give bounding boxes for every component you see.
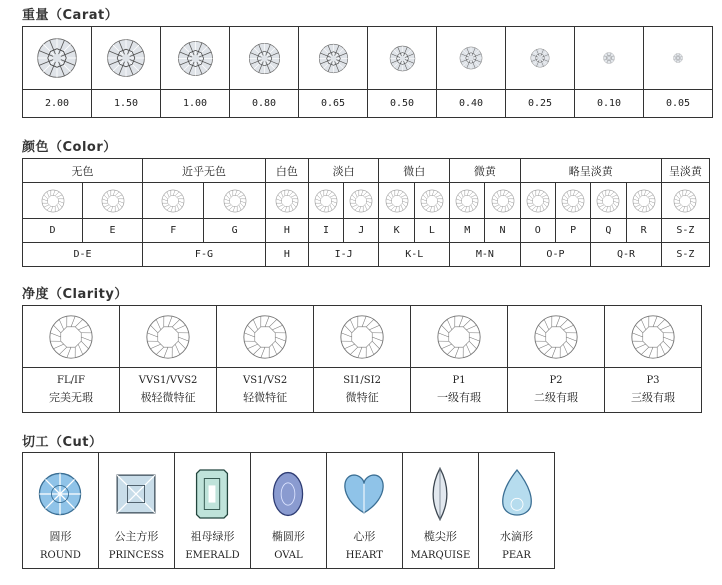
clarity-table bbox=[22, 305, 702, 413]
color-table bbox=[22, 158, 710, 267]
diamond-outline-icon bbox=[561, 189, 585, 213]
clarity-grade-cell bbox=[314, 368, 411, 413]
color-group-label: 微白 bbox=[379, 159, 450, 183]
color-diamond-cell bbox=[485, 183, 520, 219]
color-grade: L bbox=[414, 219, 449, 243]
cut-shape-cell bbox=[23, 453, 99, 569]
princess-diamond-icon bbox=[110, 464, 162, 524]
color-range: M-N bbox=[450, 243, 521, 267]
clarity-diamond-cell bbox=[23, 306, 120, 368]
diamond-outline-icon bbox=[455, 189, 479, 213]
diamond-outline-icon bbox=[673, 189, 697, 213]
clarity-diamond-cell bbox=[314, 306, 411, 368]
color-group-label: 略呈淡黄 bbox=[520, 159, 661, 183]
color-range: F-G bbox=[143, 243, 266, 267]
color-diamond-cell bbox=[83, 183, 143, 219]
cut-heading: 切工（Cut） bbox=[22, 435, 103, 450]
cut-shape-cell bbox=[326, 453, 402, 569]
color-range: H bbox=[265, 243, 308, 267]
pear-diamond-icon bbox=[491, 464, 543, 524]
clarity-grade-name: 轻微特征 bbox=[243, 391, 288, 404]
cut-name-cn: 水滴形 bbox=[500, 530, 534, 543]
oval-diamond-icon bbox=[262, 464, 314, 524]
clarity-grade-cell bbox=[508, 368, 605, 413]
diamond-outline-icon bbox=[145, 314, 191, 360]
clarity-grade-code: VVS1/VVS2 bbox=[138, 375, 198, 386]
clarity-grade-code: P1 bbox=[452, 375, 466, 386]
carat-diamond-cell bbox=[230, 27, 299, 90]
diamond-outline-icon bbox=[596, 189, 620, 213]
cut-shape-cell bbox=[402, 453, 478, 569]
diamond-outline-icon bbox=[491, 189, 515, 213]
color-diamond-cell bbox=[344, 183, 379, 219]
color-grade: G bbox=[204, 219, 265, 243]
clarity-diamond-cell bbox=[119, 306, 216, 368]
color-group-label: 呈淡黄 bbox=[661, 159, 709, 183]
color-diamond-cell bbox=[661, 183, 709, 219]
cut-shape-cell bbox=[98, 453, 174, 569]
cut-table bbox=[22, 452, 555, 569]
clarity-grade-name: 极轻微特征 bbox=[140, 391, 196, 404]
color-grade: K bbox=[379, 219, 414, 243]
color-diamond-cell bbox=[591, 183, 626, 219]
carat-diamond-cell bbox=[575, 27, 644, 90]
diamond-outline-icon bbox=[420, 189, 444, 213]
cut-name-en: ROUND bbox=[39, 550, 81, 561]
color-diamond-cell bbox=[265, 183, 308, 219]
clarity-grade-cell bbox=[119, 368, 216, 413]
clarity-diamond-cell bbox=[411, 306, 508, 368]
diamond-outline-icon bbox=[314, 189, 338, 213]
color-range: O-P bbox=[520, 243, 591, 267]
diamond-outline-icon bbox=[349, 189, 373, 213]
diamond-outline-icon bbox=[275, 189, 299, 213]
diamond-outline-icon bbox=[632, 189, 656, 213]
color-group-label: 近乎无色 bbox=[143, 159, 266, 183]
diamond-icon bbox=[459, 46, 483, 70]
diamond-outline-icon bbox=[161, 189, 185, 213]
clarity-grade-cell bbox=[23, 368, 120, 413]
color-diamond-cell bbox=[520, 183, 555, 219]
color-grade: R bbox=[626, 219, 661, 243]
diamond-icon bbox=[36, 37, 78, 79]
diamond-icon bbox=[389, 45, 416, 72]
clarity-grade-cell bbox=[411, 368, 508, 413]
carat-diamond-cell bbox=[299, 27, 368, 90]
color-grade: I bbox=[308, 219, 343, 243]
carat-value: 2.00 bbox=[23, 90, 92, 118]
cut-name-en: EMERALD bbox=[185, 550, 240, 561]
diamond-outline-icon bbox=[41, 189, 65, 213]
color-range: K-L bbox=[379, 243, 450, 267]
color-grade: O bbox=[520, 219, 555, 243]
diamond-icon bbox=[530, 48, 550, 68]
cut-name-en: HEART bbox=[345, 550, 383, 561]
color-group-label: 微黄 bbox=[450, 159, 521, 183]
cut-name-en: MARQUISE bbox=[410, 550, 471, 561]
carat-value: 0.05 bbox=[644, 90, 713, 118]
diamond-icon bbox=[673, 53, 683, 63]
color-diamond-cell bbox=[414, 183, 449, 219]
carat-diamond-cell bbox=[23, 27, 92, 90]
clarity-grade-name: 完美无瑕 bbox=[48, 391, 93, 404]
color-range: Q-R bbox=[591, 243, 662, 267]
cut-shape-cell bbox=[479, 453, 555, 569]
color-grade: D bbox=[23, 219, 83, 243]
carat-heading: 重量（Carat） bbox=[22, 8, 119, 23]
color-diamond-cell bbox=[379, 183, 414, 219]
color-diamond-cell bbox=[308, 183, 343, 219]
clarity-grade-code: VS1/VS2 bbox=[243, 375, 288, 386]
clarity-grade-name: 二级有瑕 bbox=[534, 391, 578, 404]
diamond-outline-icon bbox=[339, 314, 385, 360]
color-diamond-cell bbox=[204, 183, 265, 219]
carat-diamond-cell bbox=[368, 27, 437, 90]
clarity-grade-name: 一级有瑕 bbox=[437, 391, 482, 404]
clarity-grade-cell bbox=[217, 368, 314, 413]
clarity-grade-code: FL/IF bbox=[57, 375, 85, 386]
diamond-outline-icon bbox=[242, 314, 288, 360]
cut-name-cn: 心形 bbox=[353, 530, 376, 543]
carat-value: 0.10 bbox=[575, 90, 644, 118]
carat-diamond-cell bbox=[161, 27, 230, 90]
carat-value: 0.80 bbox=[230, 90, 299, 118]
color-range: D-E bbox=[23, 243, 143, 267]
color-diamond-cell bbox=[143, 183, 204, 219]
carat-diamond-cell bbox=[437, 27, 506, 90]
color-heading: 颜色（Color） bbox=[22, 140, 117, 155]
color-range: I-J bbox=[308, 243, 379, 267]
diamond-icon bbox=[318, 43, 349, 74]
diamond-outline-icon bbox=[223, 189, 247, 213]
carat-value: 0.50 bbox=[368, 90, 437, 118]
carat-table bbox=[22, 26, 713, 118]
clarity-grade-code: P3 bbox=[646, 375, 660, 386]
carat-value: 0.65 bbox=[299, 90, 368, 118]
cut-name-en: PEAR bbox=[502, 550, 531, 561]
color-grade: S-Z bbox=[661, 219, 709, 243]
heart-diamond-icon bbox=[338, 464, 390, 524]
clarity-grade-name: 三级有瑕 bbox=[630, 391, 675, 404]
color-grade: Q bbox=[591, 219, 626, 243]
color-group-label: 淡白 bbox=[308, 159, 379, 183]
color-group-label: 白色 bbox=[265, 159, 308, 183]
carat-value: 1.50 bbox=[92, 90, 161, 118]
round-diamond-icon bbox=[34, 464, 86, 524]
clarity-grade-code: P2 bbox=[549, 375, 563, 386]
cut-name-en: PRINCESS bbox=[108, 550, 165, 561]
cut-shape-cell bbox=[250, 453, 326, 569]
color-grade: M bbox=[450, 219, 485, 243]
color-range: S-Z bbox=[661, 243, 709, 267]
clarity-heading: 净度（Clarity） bbox=[22, 287, 128, 302]
clarity-grade-code: SI1/SI2 bbox=[343, 375, 381, 386]
carat-diamond-cell bbox=[506, 27, 575, 90]
cut-name-cn: 祖母绿形 bbox=[190, 530, 235, 543]
color-diamond-cell bbox=[23, 183, 83, 219]
clarity-grade-name: 微特征 bbox=[345, 391, 379, 404]
diamond-outline-icon bbox=[385, 189, 409, 213]
color-grade: P bbox=[555, 219, 590, 243]
diamond-icon bbox=[177, 40, 214, 77]
diamond-outline-icon bbox=[436, 314, 482, 360]
diamond-outline-icon bbox=[526, 189, 550, 213]
diamond-outline-icon bbox=[533, 314, 579, 360]
color-diamond-cell bbox=[450, 183, 485, 219]
carat-diamond-cell bbox=[644, 27, 713, 90]
clarity-diamond-cell bbox=[604, 306, 701, 368]
carat-value: 0.25 bbox=[506, 90, 575, 118]
diamond-icon bbox=[106, 38, 146, 78]
carat-value: 0.40 bbox=[437, 90, 506, 118]
cut-name-cn: 圆形 bbox=[49, 530, 72, 543]
diamond-icon bbox=[248, 42, 281, 75]
color-diamond-cell bbox=[626, 183, 661, 219]
diamond-outline-icon bbox=[48, 314, 94, 360]
cut-name-cn: 榄尖形 bbox=[423, 530, 457, 543]
cut-name-cn: 公主方形 bbox=[114, 530, 159, 543]
carat-diamond-cell bbox=[92, 27, 161, 90]
clarity-diamond-cell bbox=[217, 306, 314, 368]
clarity-grade-cell bbox=[604, 368, 701, 413]
color-grade: F bbox=[143, 219, 204, 243]
cut-name-en: OVAL bbox=[274, 550, 303, 561]
carat-value: 1.00 bbox=[161, 90, 230, 118]
cut-name-cn: 椭圆形 bbox=[271, 530, 305, 543]
diamond-outline-icon bbox=[630, 314, 676, 360]
diamond-outline-icon bbox=[101, 189, 125, 213]
color-grade: H bbox=[265, 219, 308, 243]
diamond-icon bbox=[603, 52, 615, 64]
color-grade: E bbox=[83, 219, 143, 243]
emerald-diamond-icon bbox=[186, 464, 238, 524]
clarity-diamond-cell bbox=[508, 306, 605, 368]
cut-shape-cell bbox=[174, 453, 250, 569]
marquise-diamond-icon bbox=[414, 464, 466, 524]
color-group-label: 无色 bbox=[23, 159, 143, 183]
color-grade: J bbox=[344, 219, 379, 243]
color-diamond-cell bbox=[555, 183, 590, 219]
color-grade: N bbox=[485, 219, 520, 243]
